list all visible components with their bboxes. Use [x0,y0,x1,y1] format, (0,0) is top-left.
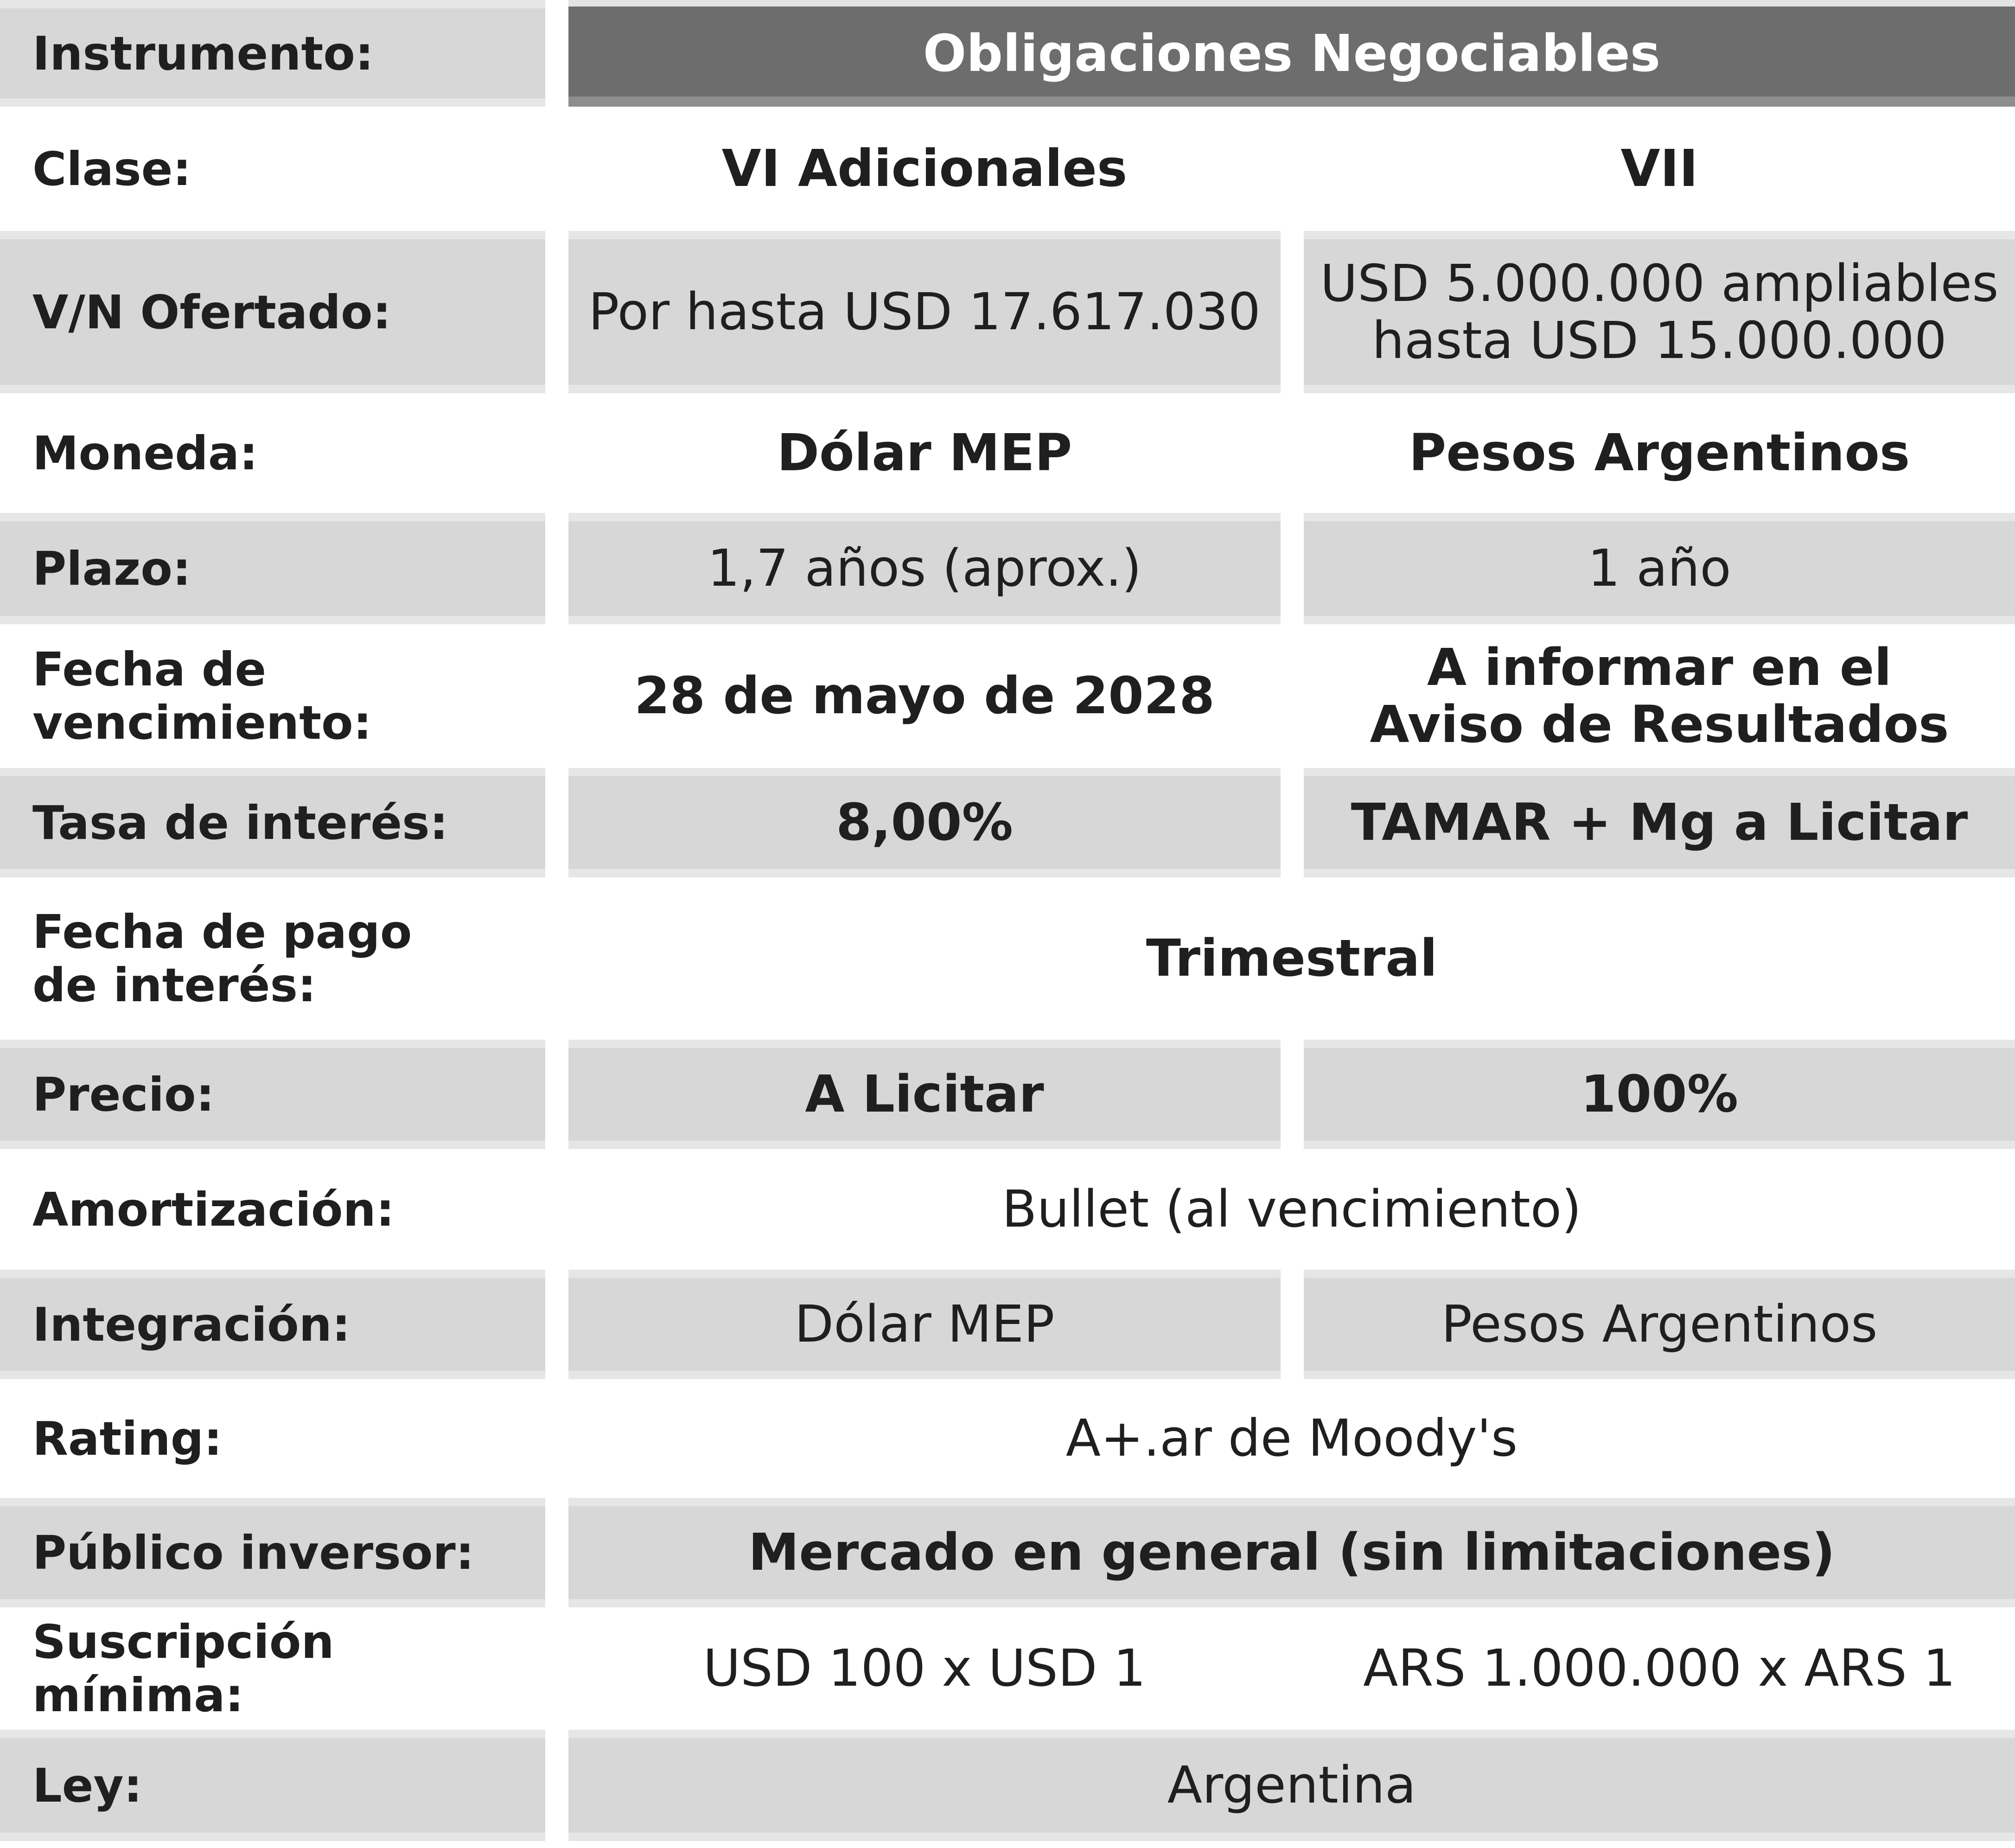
vn-ofertado-vi-value [568,231,1281,393]
row-fecha-pago [0,877,2015,1040]
label-publico [0,1498,545,1607]
plazo-vi-value [568,513,1281,624]
row-instrumento [0,0,2015,107]
row-vn-ofertado [0,231,2015,393]
fecha-vencimiento-vi-value [568,624,1281,768]
label-precio [0,1040,545,1149]
label-text: Instrumento: [32,26,374,81]
value-text: TAMAR + Mg a Licitar [1351,793,1968,852]
row-fecha-vencimiento [0,624,2015,768]
moneda-vii-value [1304,393,2015,513]
row-suscripcion [0,1607,2015,1730]
value-text: Pesos Argentinos [1409,423,1910,483]
value-text: 1 año [1588,538,1731,598]
label-suscripcion [0,1607,545,1730]
label-text: Fecha de vencimiento: [32,642,372,750]
clase-vii-value [1304,107,2015,231]
label-text: Precio: [32,1067,215,1122]
value-line-2: Aviso de Resultados [1370,695,1949,754]
publico-value [568,1498,2015,1607]
label-text: Suscripción mínima: [32,1615,334,1722]
value-text: Argentina [1167,1755,1416,1815]
label-text: Integración: [32,1297,351,1352]
value-text: 1,7 años (aprox.) [707,538,1142,598]
value-text: Dólar MEP [777,423,1072,483]
row-integracion [0,1270,2015,1379]
label-text: Rating: [32,1411,223,1466]
row-rating [0,1379,2015,1498]
fecha-vencimiento-vii-value [1304,624,2015,768]
label-text: Clase: [32,141,191,196]
row-plazo [0,513,2015,624]
label-moneda [0,393,545,513]
label-text: Tasa de interés: [32,795,448,850]
integracion-vi-value [568,1270,1281,1379]
row-publico [0,1498,2015,1607]
value-text [1320,255,1998,369]
label-amortizacion [0,1149,545,1270]
label-plazo [0,513,545,624]
plazo-vii-value [1304,513,2015,624]
tasa-vii-value [1304,768,2015,877]
value-text [1370,639,1949,753]
label-vn-ofertado [0,231,545,393]
rating-value [568,1379,2015,1498]
value-line-1: A informar en el [1427,637,1892,697]
label-text: Público inversor: [32,1525,474,1580]
label-text [32,905,412,1012]
value-text: 8,00% [836,793,1013,852]
row-clase [0,107,2015,231]
amortizacion-value [568,1149,2015,1270]
label-tasa [0,768,545,877]
value-text: 100% [1581,1064,1738,1124]
label-line-1: Fecha de pago [32,905,412,959]
fecha-pago-value [568,877,2015,1040]
label-ley [0,1730,545,1841]
value-text: Trimestral [1146,928,1438,988]
row-moneda [0,393,2015,513]
value-text: Bullet (al vencimiento) [1002,1179,1581,1239]
tasa-vi-value [568,768,1281,877]
integracion-vii-value [1304,1270,2015,1379]
label-clase [0,107,545,231]
value-line-2: hasta USD 15.000.000 [1372,311,1947,370]
label-text: Moneda: [32,426,258,480]
value-text: VI Adicionales [721,139,1128,198]
instrumento-value: Obligaciones Negociables [923,24,1661,83]
label-text: V/N Ofertado: [32,285,391,339]
label-text: Ley: [32,1758,142,1813]
row-precio [0,1040,2015,1149]
header-bottom-border [568,96,2015,107]
instrumento-header [568,0,2015,107]
label-text: Plazo: [32,541,191,596]
row-ley [0,1730,2015,1841]
label-fecha-pago [0,877,545,1040]
value-text: USD 100 x USD 1 [703,1638,1146,1698]
row-tasa [0,768,2015,877]
value-line-1: USD 5.000.000 ampliables [1320,253,1999,313]
moneda-vi-value [568,393,1281,513]
value-text: Por hasta USD 17.617.030 [588,282,1261,342]
value-text: A+.ar de Moody's [1065,1408,1518,1468]
clase-vi-value [568,107,1281,231]
row-amortizacion [0,1149,2015,1270]
vn-ofertado-vii-value [1304,231,2015,393]
value-text: Dólar MEP [794,1294,1055,1354]
value-text: Pesos Argentinos [1441,1294,1878,1354]
precio-vii-value [1304,1040,2015,1149]
value-text: Mercado en general (sin limitaciones) [748,1522,1836,1582]
value-text: A Licitar [805,1064,1044,1124]
precio-vi-value [568,1040,1281,1149]
label-integracion [0,1270,545,1379]
label-text: Amortización: [32,1182,395,1237]
header-top-border [568,0,2015,6]
value-text: 28 de mayo de 2028 [634,666,1215,726]
suscripcion-vii-value [1304,1607,2015,1730]
label-rating [0,1379,545,1498]
label-line-2: de interés: [32,958,316,1012]
suscripcion-vi-value [568,1607,1281,1730]
label-instrumento [0,0,545,107]
value-text: VII [1620,139,1698,198]
value-text: ARS 1.000.000 x ARS 1 [1363,1638,1956,1698]
ley-value [568,1730,2015,1841]
label-fecha-vencimiento [0,624,545,768]
